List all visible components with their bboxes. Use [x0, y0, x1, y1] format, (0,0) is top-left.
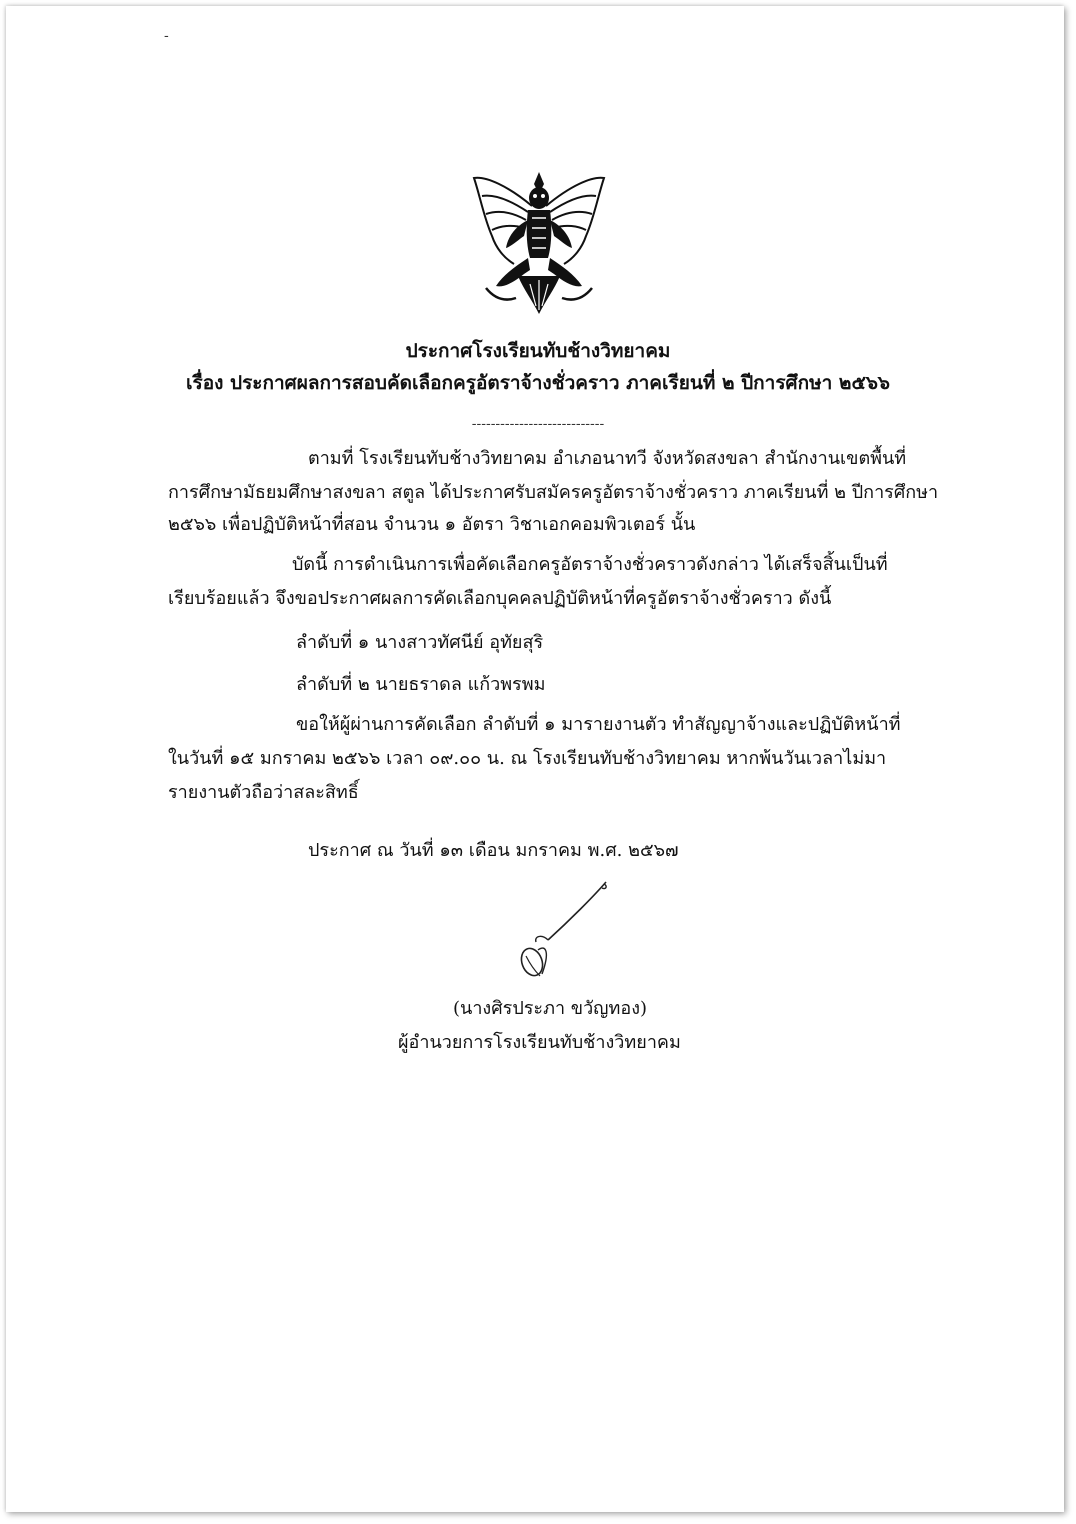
p2-line-1: บัดนี้ การดำเนินการเพื่อคัดเลือกครูอัตราจ้างชั่วคราวดังกล่าว ได้เสร็จสิ้นเป็นที่ [292, 554, 888, 575]
garuda-emblem-icon [468, 166, 610, 320]
signer-name: (นางศิรประภา ขวัญทอง) [453, 998, 648, 1019]
announcement-subject: เรื่อง ประกาศผลการสอบคัดเลือกครูอัตราจ้างชั่วคราว ภาคเรียนที่ ๒ ปีการศึกษา ๒๕๖๖ [186, 372, 890, 394]
announcement-title: ประกาศโรงเรียนทับช้างวิทยาคม [405, 340, 671, 362]
p3-line-1: ขอให้ผู้ผ่านการคัดเลือก ลำดับที่ ๑ มารายงานตัว ทำสัญญาจ้างและปฏิบัติหน้าที่ [296, 714, 901, 735]
rank-item-2: ลำดับที่ ๒ นายธราดล แก้วพรพม [296, 674, 546, 695]
p3-line-3: รายงานตัวถือว่าสละสิทธิ์ [168, 782, 359, 803]
rank-item-1: ลำดับที่ ๑ นางสาวทัศนีย์ อุทัยสุริ [296, 632, 544, 653]
p1-line-3: ๒๕๖๖ เพื่อปฏิบัติหน้าที่สอน จำนวน ๑ อัตรา วิชาเอกคอมพิวเตอร์ นั้น [168, 514, 696, 535]
divider-line: ---------------------------- [471, 416, 605, 432]
p1-line-1: ตามที่ โรงเรียนทับช้างวิทยาคม อำเภอนาทวี จังหวัดสงขลา สำนักงานเขตพื้นที่ [308, 448, 907, 469]
announce-date: ประกาศ ณ วันที่ ๑๓ เดือน มกราคม พ.ศ. ๒๕๖๗ [308, 840, 679, 861]
handwritten-signature-icon [508, 878, 618, 982]
p3-line-2: ในวันที่ ๑๕ มกราคม ๒๕๖๖ เวลา ๐๙.๐๐ น. ณ โรงเรียนทับช้างวิทยาคม หากพ้นวันเวลาไม่มา [168, 748, 887, 769]
p1-line-2: การศึกษามัธยมศึกษาสงขลา สตูล ได้ประกาศรับสมัครครูอัตราจ้างชั่วคราว ภาคเรียนที่ ๒ ปีการศึกษา [168, 482, 939, 503]
p2-line-2: เรียบร้อยแล้ว จึงขอประกาศผลการคัดเลือกบุคคลปฏิบัติหน้าที่ครูอัตราจ้างชั่วคราว ดังนี้ [168, 588, 832, 609]
signer-position: ผู้อำนวยการโรงเรียนทับช้างวิทยาคม [398, 1032, 681, 1053]
corner-mark: - [164, 28, 169, 44]
